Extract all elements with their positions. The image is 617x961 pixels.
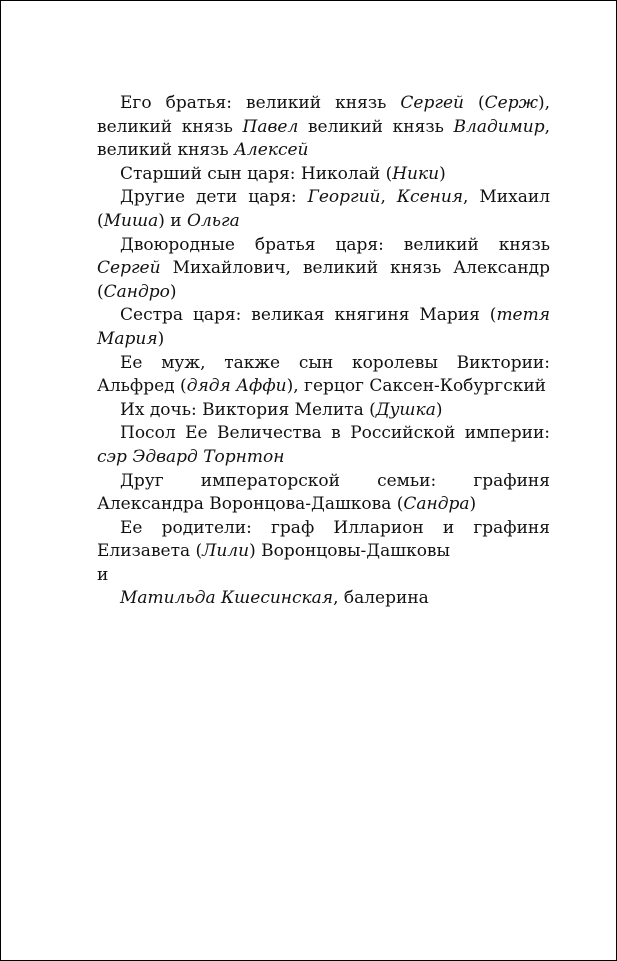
- text-segment: великий князь: [298, 116, 454, 137]
- list-item: [97, 399, 550, 423]
- text-segment: ,: [380, 187, 397, 208]
- text-segment: Сестра царя: великая княгиня Мария (: [120, 305, 497, 326]
- list-item: [97, 517, 550, 564]
- italic-name: Ксения: [396, 187, 464, 208]
- text-segment: ): [169, 281, 177, 302]
- italic-name: Владимир: [453, 116, 545, 137]
- italic-name: Серж: [484, 93, 538, 113]
- text-segment: ), герцог Саксен-Кобургский: [286, 376, 547, 397]
- text-segment: (: [463, 93, 485, 113]
- text-segment: и: [97, 564, 109, 585]
- italic-name: Душка: [375, 399, 436, 420]
- text-segment: Двоюродные братья царя: великий князь: [120, 234, 550, 255]
- italic-name: Матильда Кшесинская: [120, 588, 334, 609]
- text-segment: Другие дети царя:: [120, 187, 308, 208]
- list-item: [97, 564, 550, 588]
- text-segment: Друг императорской семьи: графиня Александра Воронцова-Дашкова (: [97, 470, 550, 515]
- italic-name: Сергей: [97, 258, 161, 279]
- list-item: [97, 470, 550, 517]
- text-segment: Ее муж, также сын королевы Виктории: Альфред (: [97, 352, 550, 397]
- text-segment: , балерина: [333, 588, 429, 609]
- italic-name: Сергей: [400, 93, 464, 113]
- italic-name: Миша: [103, 210, 159, 231]
- list-item: [97, 304, 550, 351]
- text-segment: ): [435, 399, 443, 420]
- list-item: [97, 234, 550, 305]
- list-item: [97, 352, 550, 399]
- italic-name: Ники: [392, 163, 440, 184]
- text-segment: Его братья: великий князь: [120, 93, 401, 113]
- italic-name: Георгий: [307, 187, 381, 208]
- list-item: [97, 422, 550, 469]
- list-item: [97, 186, 550, 233]
- text-segment: ): [439, 163, 446, 184]
- text-segment: , Михаил (: [97, 187, 550, 231]
- character-list: [97, 92, 550, 611]
- italic-name: сэр Эдвард Торнтон: [97, 446, 285, 467]
- italic-name: дядя Аффи: [186, 376, 287, 397]
- text-segment: Их дочь: Виктория Мелита (: [120, 399, 376, 420]
- text-segment: ) и: [158, 210, 188, 231]
- text-segment: Михайлович, великий князь Александр (: [97, 258, 550, 302]
- text-segment: Старший сын царя: Николай (: [120, 163, 393, 184]
- text-segment: ), великий князь: [97, 93, 550, 137]
- list-item: [97, 92, 550, 163]
- text-segment: ): [469, 494, 477, 515]
- italic-name: Сандро: [103, 281, 170, 302]
- text-segment: , великий князь: [97, 116, 551, 161]
- italic-name: Павел: [242, 116, 299, 137]
- italic-name: тетя Мария: [97, 305, 550, 349]
- italic-name: Алексей: [234, 140, 309, 161]
- italic-name: Ольга: [187, 210, 240, 231]
- text-segment: ): [157, 328, 165, 349]
- text-segment: Посол Ее Величества в Российской империи:: [120, 423, 550, 444]
- italic-name: Сандра: [403, 494, 470, 515]
- list-item: [97, 163, 550, 187]
- list-item: [97, 587, 550, 611]
- text-segment: ) Воронцовы-Дашковы: [249, 541, 451, 562]
- text-segment: Ее родители: граф Илларион и графиня Елизавета (: [97, 517, 550, 562]
- italic-name: Лили: [202, 541, 250, 562]
